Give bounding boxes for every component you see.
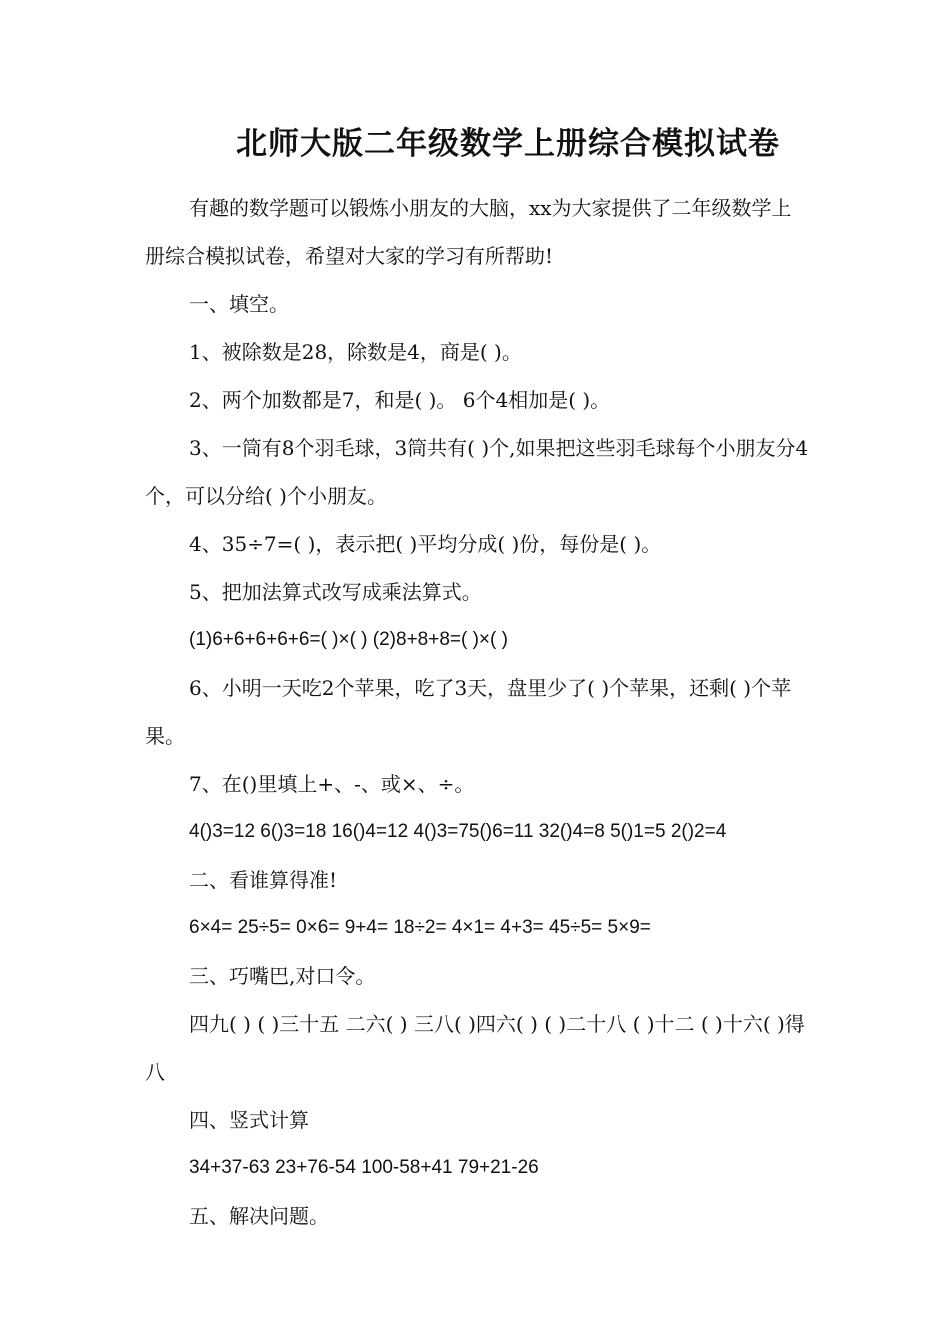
question-2: 2、两个加数都是7，和是( )。 6个4相加是( )。 (189, 388, 611, 412)
intro-paragraph: 有趣的数学题可以锻炼小朋友的大脑，xx为大家提供了二年级数学上册综合模拟试卷，希望对大家的学习有所帮助! (145, 196, 792, 268)
section-heading-problem-solving: 五、解决问题。 (189, 1204, 329, 1228)
document-body (145, 184, 810, 1240)
document-title: 北师大版二年级数学上册综合模拟试卷 (236, 126, 780, 162)
calculation-expressions: 6×4= 25÷5= 0×6= 9+4= 18÷2= 4×1= 4+3= 45÷5= 5×9= (189, 917, 651, 938)
question-7: 7、在()里填上+、-、或×、÷。 (189, 772, 475, 796)
question-3: 3、一筒有8个羽毛球，3筒共有( )个,如果把这些羽毛球每个小朋友分4个，可以分给( )个小朋友。 (145, 436, 809, 508)
question-6: 6、小明一天吃2个苹果，吃了3天，盘里少了( )个苹果，还剩( )个苹果。 (145, 676, 792, 748)
question-5-expressions: (1)6+6+6+6+6=( )×( ) (2)8+8+8=( )×( ) (189, 629, 508, 650)
question-1: 1、被除数是28，除数是4，商是( )。 (189, 340, 522, 364)
rhyme-items: 四九( ) ( )三十五 二六( ) 三八( )四六( ) ( )二十八 ( )十二 ( )十六( )得八 (145, 1012, 805, 1084)
section-heading-vertical-calc: 四、竖式计算 (189, 1108, 309, 1132)
vertical-calc-expressions: 34+37-63 23+76-54 100-58+41 79+21-26 (189, 1157, 539, 1178)
section-heading-rhymes: 三、巧嘴巴,对口令。 (189, 964, 376, 988)
section-heading-fill-blank: 一、填空。 (189, 292, 289, 316)
question-4: 4、35÷7=( )，表示把( )平均分成( )份，每份是( )。 (189, 532, 662, 556)
section-heading-calculation: 二、看谁算得准! (189, 868, 338, 892)
question-5: 5、把加法算式改写成乘法算式。 (189, 580, 482, 604)
question-7-expressions: 4()3=12 6()3=18 16()4=12 4()3=75()6=11 32()4=8 5()1=5 2()2=4 (189, 821, 727, 842)
